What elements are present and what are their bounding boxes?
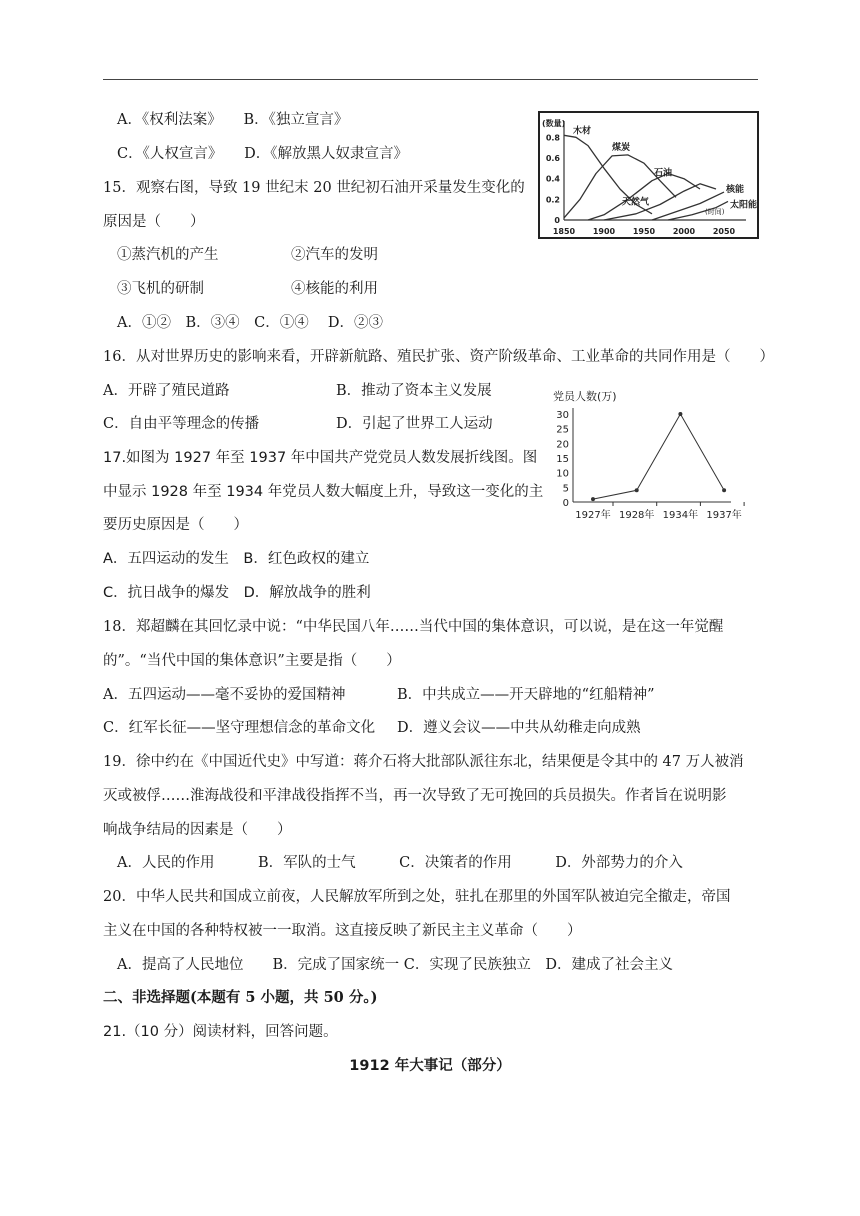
y-tick-label: 0.2	[545, 195, 560, 205]
x-tick-label: 2050	[712, 227, 736, 236]
q19-stem-line2: 灭或被俘……淮海战役和平津战役指挥不当，再一次导致了无可挽回的兵员损失。作者旨在说明影	[103, 788, 727, 804]
party-member-chart	[553, 386, 742, 522]
chart-title: 党员人数(万)	[553, 390, 617, 403]
x-tick-label: 1927年	[575, 510, 611, 521]
q15-items-12: ①蒸汽机的产生 ②汽车的发明	[117, 247, 378, 263]
header-rule	[103, 79, 758, 80]
y-tick-label: 15	[556, 454, 569, 465]
q18-option-a: A．五四运动——毫不妥协的爱国精神	[103, 687, 346, 703]
q17-options-cd: C．抗日战争的爆发 D．解放战争的胜利	[103, 585, 371, 601]
y-tick-label: 30	[556, 410, 569, 421]
y-tick-label: 0	[562, 498, 569, 509]
series-label: 石油	[654, 168, 673, 179]
q16-option-a: A．开辟了殖民道路	[103, 383, 230, 399]
q15-stem-line2: 原因是（ ）	[103, 214, 205, 230]
q20-stem-line1: 20．中华人民共和国成立前夜，人民解放军所到之处，驻扎在那里的外国军队被迫完全撤走，帝国	[103, 889, 731, 905]
y-tick-label: 0.4	[545, 174, 560, 184]
x-tick-label: 1900	[592, 227, 616, 236]
x-tick-label: 2000	[672, 227, 696, 236]
q17-stem-line3: 要历史原因是（ ）	[103, 517, 248, 533]
q16-option-d: D．引起了世界工人运动	[336, 416, 493, 432]
data-point	[722, 488, 726, 492]
data-point	[591, 497, 595, 501]
q15-items-34: ③飞机的研制 ④核能的利用	[117, 281, 378, 297]
q16-stem: 16．从对世界历史的影响来看，开辟新航路、殖民扩张、资产阶级革命、工业革命的共同作用是（ ）	[103, 349, 774, 365]
y-tick-label: 25	[556, 424, 569, 436]
x-axis-label: (时间)	[705, 208, 725, 216]
x-tick-label: 1950	[632, 227, 656, 236]
data-point	[678, 412, 682, 416]
q19-options: A．人民的作用 B．军队的士气 C．决策者的作用 D．外部势力的介入	[117, 855, 683, 871]
series-line	[593, 414, 724, 499]
q17-stem-line2: 中显示 1928 年至 1934 年党员人数大幅度上升，导致这一变化的主	[103, 484, 544, 500]
q17-stem-line1: 17.如图为 1927 年至 1937 年中国共产党党员人数发展折线图。图	[103, 450, 538, 466]
q20-options: A．提高了人民地位 B．完成了国家统一 C．实现了民族独立 D．建成了社会主义	[117, 957, 673, 973]
series-label: 木材	[573, 126, 592, 137]
y-tick-label: 0.6	[545, 154, 560, 163]
x-tick-label: 1934年	[662, 510, 699, 521]
y-tick-label: 10	[556, 468, 569, 480]
series-label: 太阳能	[730, 200, 758, 211]
data-point	[635, 488, 639, 492]
q21-stem: 21.（10 分）阅读材料，回答问题。	[103, 1024, 338, 1040]
q19-stem-line1: 19．徐中约在《中国近代史》中写道：蒋介石将大批部队派往东北，结果便是令其中的 47 万人被消	[103, 754, 744, 770]
q14-options-ab: A．《权利法案》 B．《独立宣言》	[117, 112, 349, 128]
series-line	[564, 155, 676, 218]
q14-options-cd: C．《人权宣言》 D．《解放黑人奴隶宣言》	[117, 146, 408, 162]
q18-stem-line1: 18．郑超麟在其回忆录中说：“中华民国八年……当代中国的集体意识，可以说，是在这一年觉醒	[103, 619, 724, 635]
x-tick-label: 1937年	[706, 510, 742, 521]
y-tick-label: 0.8	[545, 133, 560, 143]
series-label: 天然气	[622, 197, 650, 208]
q18-stem-line2: 的”。“当代中国的集体意识”主要是指（ ）	[103, 653, 401, 669]
energy-chart	[538, 111, 759, 239]
x-tick-label: 1850	[552, 227, 576, 236]
section-heading: 二、非选择题(本题有 5 小题，共 50 分。)	[103, 989, 378, 1006]
q18-option-c: C．红军长征——坚守理想信念的革命文化	[103, 720, 376, 736]
y-axis-label: (数量)	[542, 119, 566, 128]
q19-stem-line3: 响战争结局的因素是（ ）	[103, 822, 292, 838]
series-label: 核能	[726, 185, 745, 196]
q16-option-c: C．自由平等理念的传播	[103, 416, 260, 432]
q15-choices: A．①② B．③④ C．①④ D．②③	[117, 315, 383, 331]
series-label: 煤炭	[612, 142, 631, 153]
q18-option-b: B．中共成立——开天辟地的“红船精神”	[397, 687, 655, 703]
q15-stem-line1: 15．观察右图，导致 19 世纪末 20 世纪初石油开采量发生变化的	[103, 180, 525, 196]
y-tick-label: 20	[556, 439, 569, 451]
q20-stem-line2: 主义在中国的各种特权被一一取消。这直接反映了新民主主义革命（ ）	[103, 923, 582, 939]
q17-options-ab: A．五四运动的发生 B．红色政权的建立	[103, 551, 370, 567]
table-title: 1912 年大事记（部分）	[349, 1058, 511, 1074]
q18-option-d: D．遵义会议——中共从幼稚走向成熟	[397, 720, 641, 736]
x-tick-label: 1928年	[618, 510, 655, 521]
y-tick-label: 5	[562, 483, 569, 495]
y-tick-label: 0	[554, 216, 560, 225]
q16-option-b: B．推动了资本主义发展	[336, 383, 492, 399]
